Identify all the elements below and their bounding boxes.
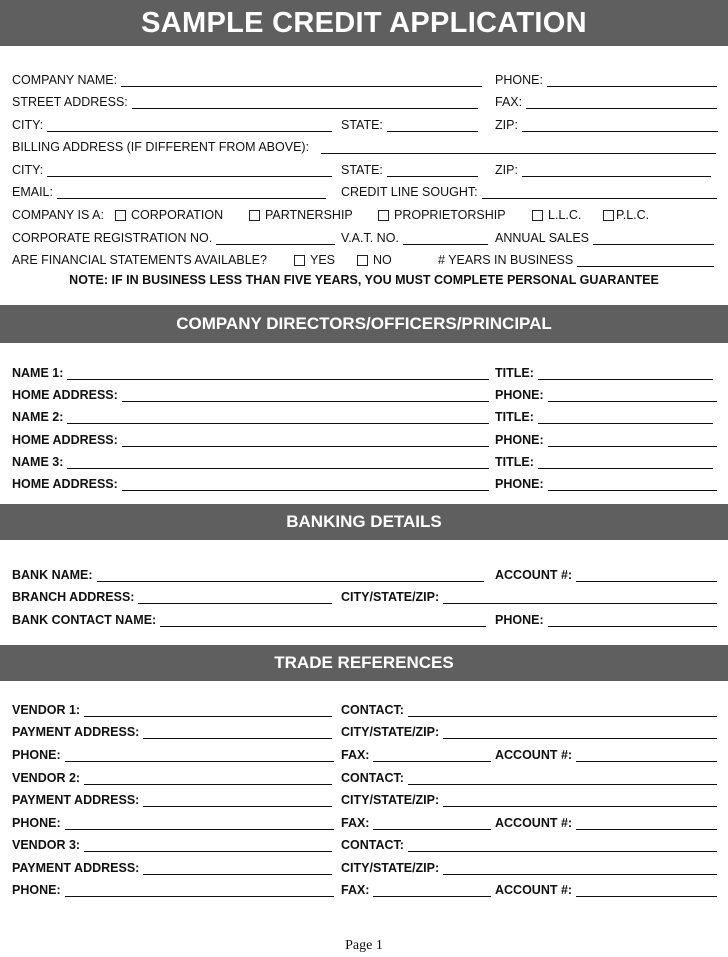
vendor-2-account-label: ACCOUNT #:	[495, 816, 573, 830]
title-1-label: TITLE:	[495, 366, 534, 380]
checkbox-no[interactable]	[357, 255, 368, 266]
vendor-3-contact-line[interactable]	[408, 840, 717, 852]
vendor-2-field[interactable]	[12, 766, 332, 788]
vendor-2-line[interactable]	[84, 773, 332, 785]
bank-phone-line[interactable]	[548, 615, 717, 627]
street-address-row	[0, 90, 728, 112]
vendor-2-city-line[interactable]	[443, 795, 717, 807]
street-address-field[interactable]	[12, 90, 478, 112]
banking-heading: BANKING DETAILS	[0, 504, 728, 540]
phone-label: PHONE:	[495, 73, 543, 87]
name-3-label: NAME 3:	[12, 455, 64, 469]
title-3-line[interactable]	[538, 457, 713, 469]
vendor-2-fax-field[interactable]	[341, 811, 491, 833]
vendor-1-city-label: CITY/STATE/ZIP:	[341, 725, 440, 739]
vendor-3-contact-label: CONTACT:	[341, 838, 404, 852]
state-field[interactable]	[341, 113, 478, 135]
home-address-1-label: HOME ADDRESS:	[12, 388, 118, 402]
phone-1-label: PHONE:	[495, 388, 544, 402]
financial-label-cell	[12, 248, 297, 270]
director-2-title-field[interactable]	[495, 405, 713, 427]
vendor-3-label: VENDOR 3:	[12, 838, 81, 852]
phone-2-label: PHONE:	[495, 433, 544, 447]
branch-address-label: BRANCH ADDRESS:	[12, 590, 135, 604]
annual-sales-line[interactable]	[593, 233, 714, 245]
state-label: STATE:	[341, 118, 383, 132]
director-3-title-field[interactable]	[495, 450, 713, 472]
company-is-label-cell	[12, 203, 122, 225]
vendor-2-label: VENDOR 2:	[12, 771, 81, 785]
phone-1-line[interactable]	[548, 390, 717, 402]
page-number: Page 1	[345, 938, 383, 953]
phone-3-line[interactable]	[548, 479, 717, 491]
home-address-3-label: HOME ADDRESS:	[12, 477, 118, 491]
financial-statements-label: ARE FINANCIAL STATEMENTS AVAILABLE?	[12, 253, 267, 267]
corp-reg-field[interactable]	[12, 226, 335, 248]
vendor-1-row	[0, 698, 728, 720]
vendor-3-payment-field[interactable]	[12, 856, 332, 878]
vendor-2-contact-field[interactable]	[341, 766, 717, 788]
billing-state-field[interactable]	[341, 158, 478, 180]
vendor-1-city-field[interactable]	[341, 720, 717, 742]
bank-phone-label: PHONE:	[495, 613, 544, 627]
director-3-name-row	[0, 450, 728, 472]
vendor-3-phone-label: PHONE:	[12, 883, 61, 897]
type-corporation[interactable]	[115, 203, 240, 225]
city-line[interactable]	[47, 120, 332, 132]
checkbox-plc[interactable]	[603, 210, 614, 221]
vat-label: V.A.T. NO.	[341, 231, 399, 245]
vendor-3-fax-label: FAX:	[341, 883, 370, 897]
email-field[interactable]	[12, 180, 326, 202]
vendor-3-city-line[interactable]	[443, 863, 717, 875]
corp-reg-label: CORPORATE REGISTRATION NO.	[12, 231, 213, 245]
corp-reg-line[interactable]	[216, 233, 335, 245]
vendor-3-contact-field[interactable]	[341, 833, 717, 855]
name-2-label: NAME 2:	[12, 410, 64, 424]
vendor-1-payment-label: PAYMENT ADDRESS:	[12, 725, 140, 739]
bank-account-line[interactable]	[576, 570, 717, 582]
bank-city-state-zip-line[interactable]	[443, 592, 717, 604]
director-2-phone-field[interactable]	[495, 428, 717, 450]
city-row	[0, 113, 728, 135]
billing-city-field[interactable]	[12, 158, 332, 180]
vendor-3-account-field[interactable]	[495, 878, 717, 900]
vendor-1-payment-row	[0, 720, 728, 742]
vendor-1-phone-line[interactable]	[65, 750, 334, 762]
vendor-1-account-field[interactable]	[495, 743, 717, 765]
checkbox-llc[interactable]	[532, 210, 543, 221]
bank-city-state-zip-field[interactable]	[341, 585, 717, 607]
vendor-2-phone-row	[0, 811, 728, 833]
vendor-2-fax-label: FAX:	[341, 816, 370, 830]
checkbox-partnership[interactable]	[249, 210, 260, 221]
bank-contact-line[interactable]	[160, 615, 486, 627]
checkbox-proprietorship[interactable]	[378, 210, 389, 221]
bank-name-field[interactable]	[12, 563, 484, 585]
guarantee-note: NOTE: IF IN BUSINESS LESS THAN FIVE YEARS, YOU MUST COMPLETE PERSONAL GUARANTEE	[69, 273, 659, 287]
vat-field[interactable]	[341, 226, 488, 248]
director-1-phone-field[interactable]	[495, 383, 717, 405]
vendor-1-phone-label: PHONE:	[12, 748, 61, 762]
director-3-name-field[interactable]	[12, 450, 489, 472]
director-2-address-field[interactable]	[12, 428, 489, 450]
vendor-3-line[interactable]	[84, 840, 332, 852]
vendor-3-payment-label: PAYMENT ADDRESS:	[12, 861, 140, 875]
bank-contact-field[interactable]	[12, 608, 486, 630]
name-1-label: NAME 1:	[12, 366, 64, 380]
vendor-3-account-line[interactable]	[576, 885, 717, 897]
checkbox-corporation[interactable]	[115, 210, 126, 221]
bank-city-state-zip-label: CITY/STATE/ZIP:	[341, 590, 440, 604]
state-line[interactable]	[387, 120, 478, 132]
company-name-label: COMPANY NAME:	[12, 73, 118, 87]
zip-label: ZIP:	[495, 118, 518, 132]
phone-field[interactable]	[495, 68, 717, 90]
director-1-name-row	[0, 361, 728, 383]
proprietorship-label: PROPRIETORSHIP	[394, 208, 506, 222]
trade-references-heading: TRADE REFERENCES	[0, 645, 728, 681]
company-name-row	[0, 68, 728, 90]
name-2-line[interactable]	[67, 412, 489, 424]
bank-account-label: ACCOUNT #:	[495, 568, 573, 582]
vendor-3-city-field[interactable]	[341, 856, 717, 878]
city-field[interactable]	[12, 113, 332, 135]
yes-label: YES	[310, 253, 336, 267]
vendor-2-city-field[interactable]	[341, 788, 717, 810]
email-line[interactable]	[57, 187, 326, 199]
vendor-3-payment-line[interactable]	[143, 863, 332, 875]
director-3-address-row	[0, 472, 728, 494]
vendor-3-city-label: CITY/STATE/ZIP:	[341, 861, 440, 875]
director-3-address-field[interactable]	[12, 472, 489, 494]
vendor-1-payment-line[interactable]	[143, 727, 332, 739]
vendor-2-contact-label: CONTACT:	[341, 771, 404, 785]
type-proprietorship[interactable]	[378, 203, 523, 225]
director-2-name-row	[0, 405, 728, 427]
vendor-2-row	[0, 766, 728, 788]
type-partnership[interactable]	[249, 203, 374, 225]
vendor-1-fax-label: FAX:	[341, 748, 370, 762]
billing-address-field[interactable]	[12, 135, 716, 157]
name-1-line[interactable]	[67, 368, 489, 380]
no-label: NO	[373, 253, 392, 267]
years-line[interactable]	[577, 255, 714, 267]
corporation-label: CORPORATION	[131, 208, 224, 222]
zip-field[interactable]	[495, 113, 718, 135]
street-address-line[interactable]	[132, 97, 478, 109]
financial-row	[0, 248, 728, 270]
vendor-1-fax-line[interactable]	[373, 750, 491, 762]
email-label: EMAIL:	[12, 185, 53, 199]
vendor-2-contact-line[interactable]	[408, 773, 717, 785]
branch-address-row	[0, 585, 728, 607]
title-1-line[interactable]	[538, 368, 713, 380]
directors-heading: COMPANY DIRECTORS/OFFICERS/PRINCIPAL	[0, 305, 728, 343]
home-address-2-line[interactable]	[122, 435, 489, 447]
vendor-3-phone-field[interactable]	[12, 878, 334, 900]
vendor-1-line[interactable]	[84, 705, 332, 717]
vendor-2-phone-line[interactable]	[65, 818, 334, 830]
vendor-3-account-label: ACCOUNT #:	[495, 883, 573, 897]
phone-2-line[interactable]	[548, 435, 717, 447]
vendor-1-contact-field[interactable]	[341, 698, 717, 720]
company-type-row	[0, 203, 728, 225]
bank-contact-row	[0, 608, 728, 630]
home-address-3-line[interactable]	[122, 479, 489, 491]
vendor-3-phone-line[interactable]	[65, 885, 334, 897]
credit-line-label: CREDIT LINE SOUGHT:	[341, 185, 478, 199]
billing-zip-line[interactable]	[522, 165, 711, 177]
vendor-1-contact-label: CONTACT:	[341, 703, 404, 717]
vendor-2-city-label: CITY/STATE/ZIP:	[341, 793, 440, 807]
company-is-label: COMPANY IS A:	[12, 208, 104, 222]
title-3-label: TITLE:	[495, 455, 534, 469]
bank-contact-label: BANK CONTACT NAME:	[12, 613, 157, 627]
years-field[interactable]	[438, 248, 714, 270]
credit-line-field[interactable]	[341, 180, 717, 202]
vendor-3-field[interactable]	[12, 833, 332, 855]
billing-city-line[interactable]	[47, 165, 332, 177]
vendor-3-fax-line[interactable]	[373, 885, 491, 897]
billing-address-label: BILLING ADDRESS (IF DIFFERENT FROM ABOVE):	[12, 140, 310, 154]
director-1-address-row	[0, 383, 728, 405]
director-2-name-field[interactable]	[12, 405, 489, 427]
vendor-3-row	[0, 833, 728, 855]
title-2-line[interactable]	[538, 412, 713, 424]
branch-address-field[interactable]	[12, 585, 332, 607]
llc-label: L.L.C.	[548, 208, 582, 222]
director-1-address-field[interactable]	[12, 383, 489, 405]
billing-address-line[interactable]	[321, 142, 716, 154]
annual-sales-field[interactable]	[495, 226, 714, 248]
type-plc[interactable]	[603, 203, 673, 225]
partnership-label: PARTNERSHIP	[265, 208, 353, 222]
vendor-1-fax-field[interactable]	[341, 743, 491, 765]
checkbox-yes[interactable]	[294, 255, 305, 266]
option-no[interactable]	[357, 248, 412, 270]
vendor-2-account-line[interactable]	[576, 818, 717, 830]
vendor-1-payment-field[interactable]	[12, 720, 332, 742]
city-label: CITY:	[12, 118, 44, 132]
vendor-1-phone-row	[0, 743, 728, 765]
fax-label: FAX:	[495, 95, 523, 109]
director-1-name-field[interactable]	[12, 361, 489, 383]
vendor-3-fax-field[interactable]	[341, 878, 491, 900]
email-row	[0, 180, 728, 202]
bank-name-line[interactable]	[97, 570, 484, 582]
vendor-2-fax-line[interactable]	[373, 818, 491, 830]
bank-name-row	[0, 563, 728, 585]
vendor-1-account-label: ACCOUNT #:	[495, 748, 573, 762]
name-3-line[interactable]	[67, 457, 489, 469]
vendor-3-phone-row	[0, 878, 728, 900]
bank-phone-field[interactable]	[495, 608, 717, 630]
bank-account-field[interactable]	[495, 563, 717, 585]
vendor-1-account-line[interactable]	[576, 750, 717, 762]
billing-zip-label: ZIP:	[495, 163, 518, 177]
vendor-1-field[interactable]	[12, 698, 332, 720]
billing-address-row	[0, 135, 728, 157]
billing-state-label: STATE:	[341, 163, 383, 177]
billing-city-label: CITY:	[12, 163, 44, 177]
billing-city-row	[0, 158, 728, 180]
director-3-phone-field[interactable]	[495, 472, 717, 494]
registration-row	[0, 226, 728, 248]
vendor-1-phone-field[interactable]	[12, 743, 334, 765]
vendor-2-payment-line[interactable]	[143, 795, 332, 807]
fax-field[interactable]	[495, 90, 717, 112]
street-address-label: STREET ADDRESS:	[12, 95, 128, 109]
vendor-2-phone-label: PHONE:	[12, 816, 61, 830]
vendor-2-account-field[interactable]	[495, 811, 717, 833]
bank-name-label: BANK NAME:	[12, 568, 93, 582]
vendor-3-payment-row	[0, 856, 728, 878]
billing-state-line[interactable]	[387, 165, 478, 177]
title-2-label: TITLE:	[495, 410, 534, 424]
fax-line[interactable]	[526, 97, 717, 109]
phone-3-label: PHONE:	[495, 477, 544, 491]
branch-address-line[interactable]	[138, 592, 332, 604]
director-2-address-row	[0, 428, 728, 450]
director-1-title-field[interactable]	[495, 361, 713, 383]
zip-line[interactable]	[522, 120, 718, 132]
home-address-1-line[interactable]	[122, 390, 489, 402]
vendor-2-payment-row	[0, 788, 728, 810]
vendor-1-label: VENDOR 1:	[12, 703, 81, 717]
vat-line[interactable]	[403, 233, 488, 245]
credit-line-line[interactable]	[482, 187, 717, 199]
vendor-2-payment-field[interactable]	[12, 788, 332, 810]
vendor-1-city-line[interactable]	[443, 727, 717, 739]
company-name-field[interactable]	[12, 68, 482, 90]
phone-line[interactable]	[547, 75, 717, 87]
years-label: # YEARS IN BUSINESS	[438, 253, 574, 267]
annual-sales-label: ANNUAL SALES	[495, 231, 590, 245]
vendor-2-payment-label: PAYMENT ADDRESS:	[12, 793, 140, 807]
vendor-1-contact-line[interactable]	[408, 705, 717, 717]
type-llc[interactable]	[532, 203, 602, 225]
page-title: SAMPLE CREDIT APPLICATION	[0, 0, 728, 46]
vendor-2-phone-field[interactable]	[12, 811, 334, 833]
plc-label: P.L.C.	[616, 208, 650, 222]
option-yes[interactable]	[294, 248, 349, 270]
home-address-2-label: HOME ADDRESS:	[12, 433, 118, 447]
billing-zip-field[interactable]	[495, 158, 711, 180]
company-name-line[interactable]	[121, 75, 482, 87]
